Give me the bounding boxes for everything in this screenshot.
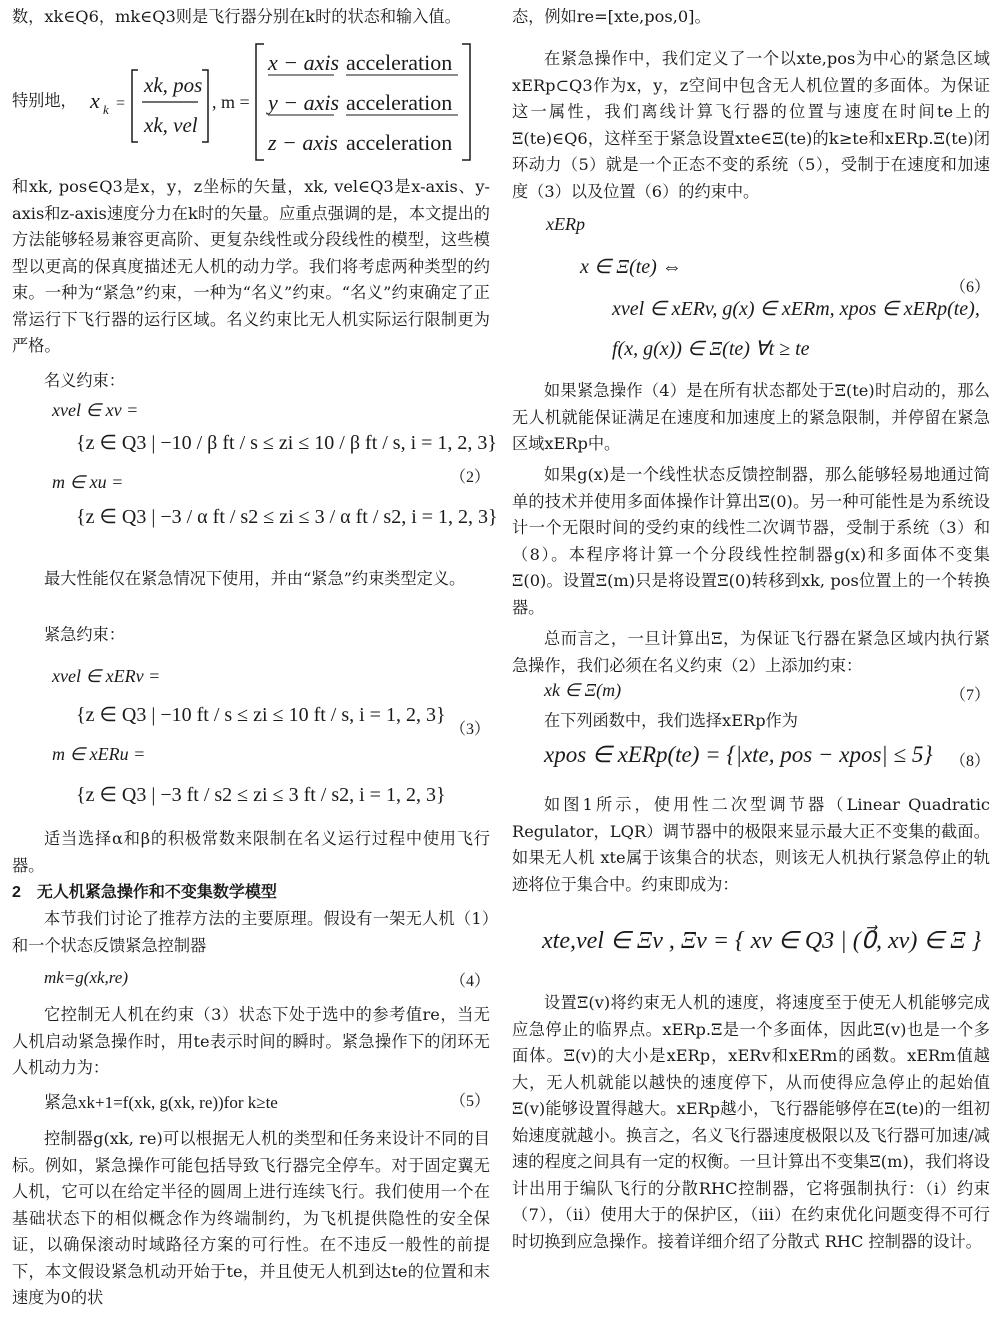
- eq2-line4: {z ∈ Q3 | −3 / α ft / s2 ≤ zi ≤ 3 / α ft / s2, i = 1, 2, 3}: [76, 506, 498, 528]
- equation-6: [512, 214, 990, 364]
- eq4-number: （4）: [449, 973, 490, 990]
- equation-8: [512, 738, 990, 782]
- control-block: [12, 1002, 490, 1082]
- eq8-text: xpos ∈ xERp(te) = {|xte, pos − xpos| ≤ 5}: [544, 742, 933, 767]
- svg-text:k: k: [103, 102, 109, 117]
- paragraph-state-input: 数，xk∈Q6，mk∈Q3则是飞行器分别在k时的状态和输入值。: [12, 7, 461, 26]
- last-left-block: [12, 1126, 490, 1312]
- equation-9: [512, 918, 990, 978]
- eq6-line3: f(x, g(x)) ∈ Ξ(te) ∀t ≥ te: [612, 338, 810, 360]
- equation-5: [12, 1086, 490, 1116]
- eq3-line3: m ∈ xERu =: [52, 744, 146, 764]
- xk-pos: xk, pos: [144, 73, 203, 97]
- eq6-line2: xvel ∈ xERv, g(x) ∈ xERm, xpos ∈ xERp(te),: [612, 298, 980, 320]
- paragraph-linear-feedback: 如果g(x)是一个线性状态反馈控制器，那么能够轻易地通过简单的技术并使用多面体操作计算出Ξ(0)。另一种可能性是为系统设计一个无限时间的受约束的线性二次调节器，受制于系统（3）和（8）。本程序将计算一个分段线性控制器g(x)和多面体不变集Ξ(0)。设置Ξ(m)只是将设置Ξ(0)转移到xk, pos位置上的一个转换器。: [512, 465, 990, 617]
- paragraph-alpha-beta: 适当选择α和β的积极常数来限制在名义运行过程中使用飞行器。: [12, 829, 490, 875]
- emergency-constraint-label: 紧急约束：: [44, 625, 125, 644]
- row-y-acc: acceleration: [346, 90, 453, 115]
- eq2-number: （2）: [449, 469, 490, 486]
- special-label: 特别地，: [12, 91, 77, 110]
- eq2-line3: m ∈ xu =: [52, 472, 124, 492]
- summary-block: [512, 626, 990, 679]
- row-x-acc: acceleration: [346, 50, 453, 75]
- eq4-text: mk=g(xk,re): [44, 968, 128, 987]
- svg-text:, m =: , m =: [212, 92, 250, 112]
- equation-2: [12, 396, 498, 546]
- svg-text:=: =: [116, 95, 126, 112]
- figure-block: [512, 792, 990, 898]
- if2-block: [512, 462, 990, 621]
- paragraph-choose: 在下列函数中，我们选择xERp作为: [544, 711, 798, 730]
- maxperf-block: [12, 566, 490, 593]
- nominal-constraint-label: 名义约束：: [44, 371, 125, 390]
- section-title: 2 无人机紧急操作和不变集数学模型: [12, 884, 277, 901]
- paragraph-max-performance: 最大性能仅在紧急情况下使用，并由“紧急”约束类型定义。: [44, 569, 466, 588]
- eq6-line0: xERp: [546, 214, 585, 234]
- eq6-line1: x ∈ Ξ(te) ⇔: [580, 256, 682, 278]
- eq3-line1: xvel ∈ xERv =: [52, 666, 161, 686]
- eq3-number: （3）: [449, 721, 490, 738]
- choose-block: [512, 708, 990, 735]
- paragraph-state-ref: 态，例如re=[xte,pos,0]。: [512, 7, 711, 26]
- eq9-text: xte,vel ∈ Ξv , Ξv = { xv ∈ Q3 | (0⃗, xv) ∈ Ξ }: [542, 928, 982, 954]
- nominal-label-block: [12, 368, 490, 395]
- eq7-number: （7）: [949, 687, 990, 704]
- paragraph-control: 它控制无人机在约束（3）状态下处于选中的参考值re，当无人机启动紧急操作时，用te表示时间的瞬时。紧急操作下的闭环无人机动力为：: [12, 1005, 490, 1077]
- paragraph-lqr-figure: 如图1所示，使用性二次型调节器（Linear Quadratic Regulator，LQR）调节器中的极限来显示最大正不变集的截面。如果无人机 xte属于该集合的状态，则该无人机执行紧急停止的轨迹将位于集合中。约束即成为：: [512, 795, 990, 894]
- equation-7: [512, 680, 990, 708]
- eq5-number: （5）: [449, 1093, 490, 1110]
- paragraph-controller-design: 控制器g(xk, re)可以根据无人机的类型和任务来设计不同的目标。例如，紧急操作可能包括导致飞行器完全停车。对于固定翼无人机，它可以在给定半径的圆周上进行连续飞行。我们使用一个在基础状态下的相似概念作为终端制约，为飞机提供隐性的安全保证，以确保滚动时域路径方案的可行性。在不违反一般性的前提下，本文假设紧急机动开始于te，并且使无人机到达te的位置和末速度为0的状: [12, 1129, 490, 1307]
- eq5-text: 紧急xk+1=f(xk, g(xk, re))for k≥te: [44, 1093, 278, 1112]
- eq2-line1: xvel ∈ xv =: [52, 400, 139, 420]
- eq6-number: （6）: [949, 279, 990, 296]
- row-y-axis: y − axis: [268, 90, 340, 115]
- paragraph-invariant-set: 设置Ξ(v)将约束无人机的速度，将速度至于使无人机能够完成应急停止的临界点。xERp.Ξ是一个多面体，因此Ξ(v)也是一个多面体。Ξ(v)的大小是xERp，xERv和xERm的函数。xERm值越大，无人机就能以越快的速度停下，从而使得应急停止的起始值Ξ(v)能够设置得越大。xERp越小，飞行器能够停在Ξ(te)的一组初始速度就越小。换言之，名义飞行器速度极限以及飞行器可加速/减速的程度之间具有一定的权衡。一旦计算出不变集Ξ(m)，我们将设计出用于编队飞行的分散RHC控制器，它将强制执行：（i）约束（7），（ii）使用大于的保护区，（iii）在约束优化问题变得不可行时切换到应急操作。接着详细介绍了分散式 RHC 控制器的设计。: [512, 993, 990, 1251]
- paragraph-emergency-start: 如果紧急操作（4）是在所有状态都处于Ξ(te)时启动的，那么无人机就能保证满足在速度和加速度上的紧急限制，并停留在紧急区域xERp中。: [512, 381, 990, 453]
- eq3-line4: {z ∈ Q3 | −3 ft / s2 ≤ zi ≤ 3 ft / s2, i = 1, 2, 3}: [76, 784, 446, 806]
- row-x-axis: x − axis: [268, 50, 340, 75]
- matrix-definition: [12, 40, 490, 165]
- vectors-paragraph-block: [12, 174, 490, 360]
- section-intro-block: [12, 906, 490, 959]
- section-title-block: [12, 880, 490, 906]
- svg-text:x: x: [90, 88, 100, 113]
- row-z-acc: acceleration: [346, 130, 453, 155]
- row-z-axis: z − axis: [268, 130, 338, 155]
- if1-block: [512, 378, 990, 458]
- right-top-block: [512, 4, 990, 31]
- left-top-paragraph: [12, 4, 490, 31]
- region-block: [512, 46, 990, 205]
- paragraph-vectors: 和xk, pos∈Q3是x，y，z坐标的矢量，xk, vel∈Q3是x-axis、y-axis和z-axis速度分力在k时的矢量。应重点强调的是，本文提出的方法能够轻易兼容更高阶、更复杂线性或分段线性的模型，这些模型以更高的保真度描述无人机的动力学。我们将考虑两种类型的约束。一种为“紧急”约束，一种为“名义”约束。“名义”约束确定了正常运行下飞行器的运行区域。名义约束比无人机实际运行限制更为严格。: [12, 177, 490, 355]
- eq3-line2: {z ∈ Q3 | −10 ft / s ≤ zi ≤ 10 ft / s, i = 1, 2, 3}: [76, 704, 446, 726]
- eq2-line2: {z ∈ Q3 | −10 / β ft / s ≤ zi ≤ 10 / β ft / s, i = 1, 2, 3}: [76, 432, 498, 454]
- final-block: [512, 990, 990, 1255]
- paragraph-section-intro: 本节我们讨论了推荐方法的主要原理。假设有一架无人机（1）和一个状态反馈紧急控制器: [12, 909, 490, 955]
- xk-vel: xk, vel: [144, 113, 198, 137]
- paragraph-summary: 总而言之，一旦计算出Ξ，为保证飞行器在紧急区域内执行紧急操作，我们必须在名义约束（2）上添加约束：: [512, 629, 990, 675]
- eq7-text: xk ∈ Ξ(m): [544, 680, 622, 700]
- matrix-equation: [12, 40, 490, 165]
- emergency-label-block: [12, 622, 490, 649]
- alpha-block: [12, 826, 490, 879]
- paragraph-emergency-region: 在紧急操作中，我们定义了一个以xte,pos为中心的紧急区域xERp⊂Q3作为x，y，z空间中包含无人机位置的多面体。为保证这一属性，我们离线计算飞行器的位置与速度在时间te上的Ξ(te)∈Q6，这样至于紧急设置xte∈Ξ(te)的k≥te和xERp.Ξ(te)闭环动力（5）就是一个正态不变的系统（5），受制于在速度和加速度（3）以及位置（6）的约束中。: [512, 49, 990, 201]
- equation-3: [12, 662, 490, 812]
- eq8-number: （8）: [949, 753, 990, 770]
- equation-4: [12, 966, 490, 996]
